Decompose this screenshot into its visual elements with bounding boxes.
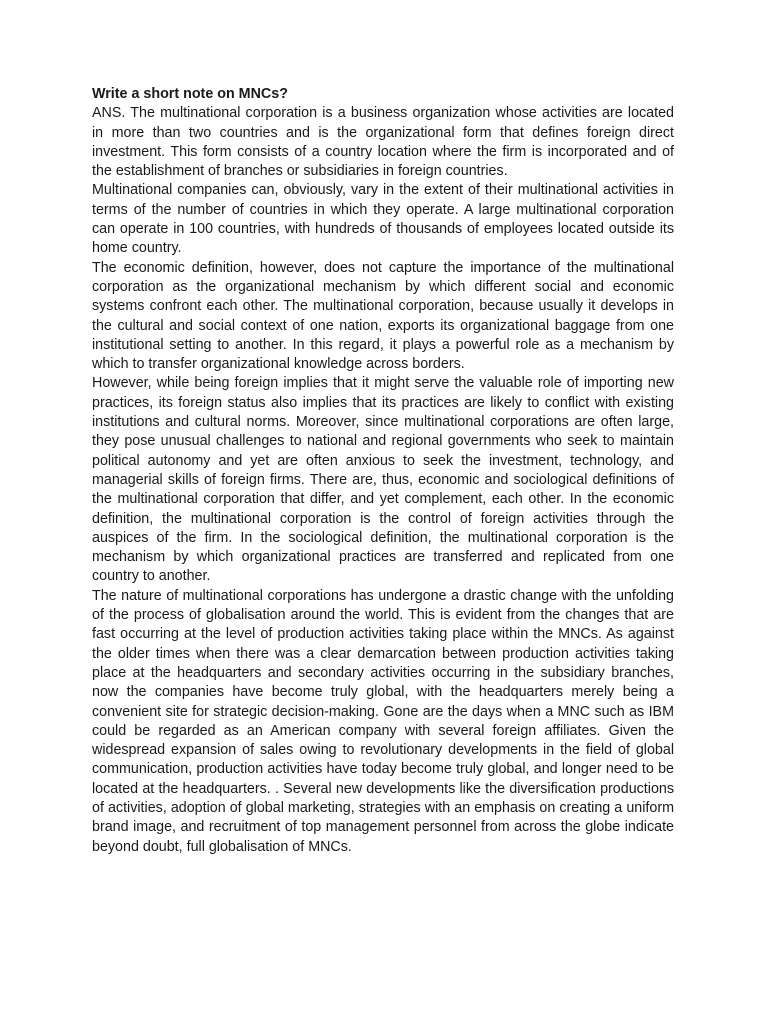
paragraph-multinational-extent: Multinational companies can, obviously, vary in the extent of their multinational activities in terms of the number of countries in which they operate. A large multinational corporation can operate in 100 countries, with hundreds of thousands of employees located outside its home country. <box>92 182 674 257</box>
paragraph-answer-intro: ANS. The multinational corporation is a business organization whose activities are located in more than two countries and is the organizational form that defines foreign direct investment. This form consists of a country location where the firm is incorporated and of the establishment of branches or subsidiaries in foreign countries. <box>92 105 674 180</box>
paragraph-globalisation: The nature of multinational corporations has undergone a drastic change with the unfolding of the process of globalisation around the world. This is evident from the changes that are fast occurring at the level of production activities taking place within the MNCs. As against the older times when there was a clear demarcation between production activities taking place at the headquarters and secondary activities occurring in the subsidiary branches, now the companies have become truly global, with the headquarters merely being a convenient site for strategic decision-making. Gone are the days when a MNC such as IBM could be regarded as an American company with several foreign affiliates. Given the widespread expansion of sales owing to revolutionary developments in the field of global communication, production activities have today become truly global, and longer need to be located at the headquarters. . Several new developments like the diversification productions of activities, adoption of global marketing, strategies with an emphasis on creating a uniform brand image, and recruitment of top management personnel from across the globe indicate beyond doubt, full globalisation of MNCs. <box>92 587 674 855</box>
question-heading: Write a short note on MNCs? <box>92 86 288 102</box>
paragraph-foreign-status: However, while being foreign implies that it might serve the valuable role of importing new practices, its foreign status also implies that its practices are likely to conflict with existing institutions and cultural norms. Moreover, since multinational corporations are often large, they pose unusual challenges to national and regional governments who seek to maintain political autonomy and yet are often anxious to seek the investment, technology, and managerial skills of foreign firms. There are, thus, economic and sociological definitions of the multinational corporation that differ, and yet complement, each other. In the economic definition, the multinational corporation is the control of foreign activities through the auspices of the firm. In the sociological definition, the multinational corporation is the mechanism by which organizational practices are transferred and replicated from one country to another. <box>92 375 674 585</box>
paragraph-economic-definition: The economic definition, however, does not capture the importance of the multinational corporation as the organizational mechanism by which different social and economic systems confront each other. The multinational corporation, because usually it develops in the cultural and social context of one nation, exports its organizational baggage from one institutional setting to another. In this regard, it plays a powerful role as a mechanism by which to transfer organizational knowledge across borders. <box>92 259 674 373</box>
document-page <box>92 85 674 857</box>
